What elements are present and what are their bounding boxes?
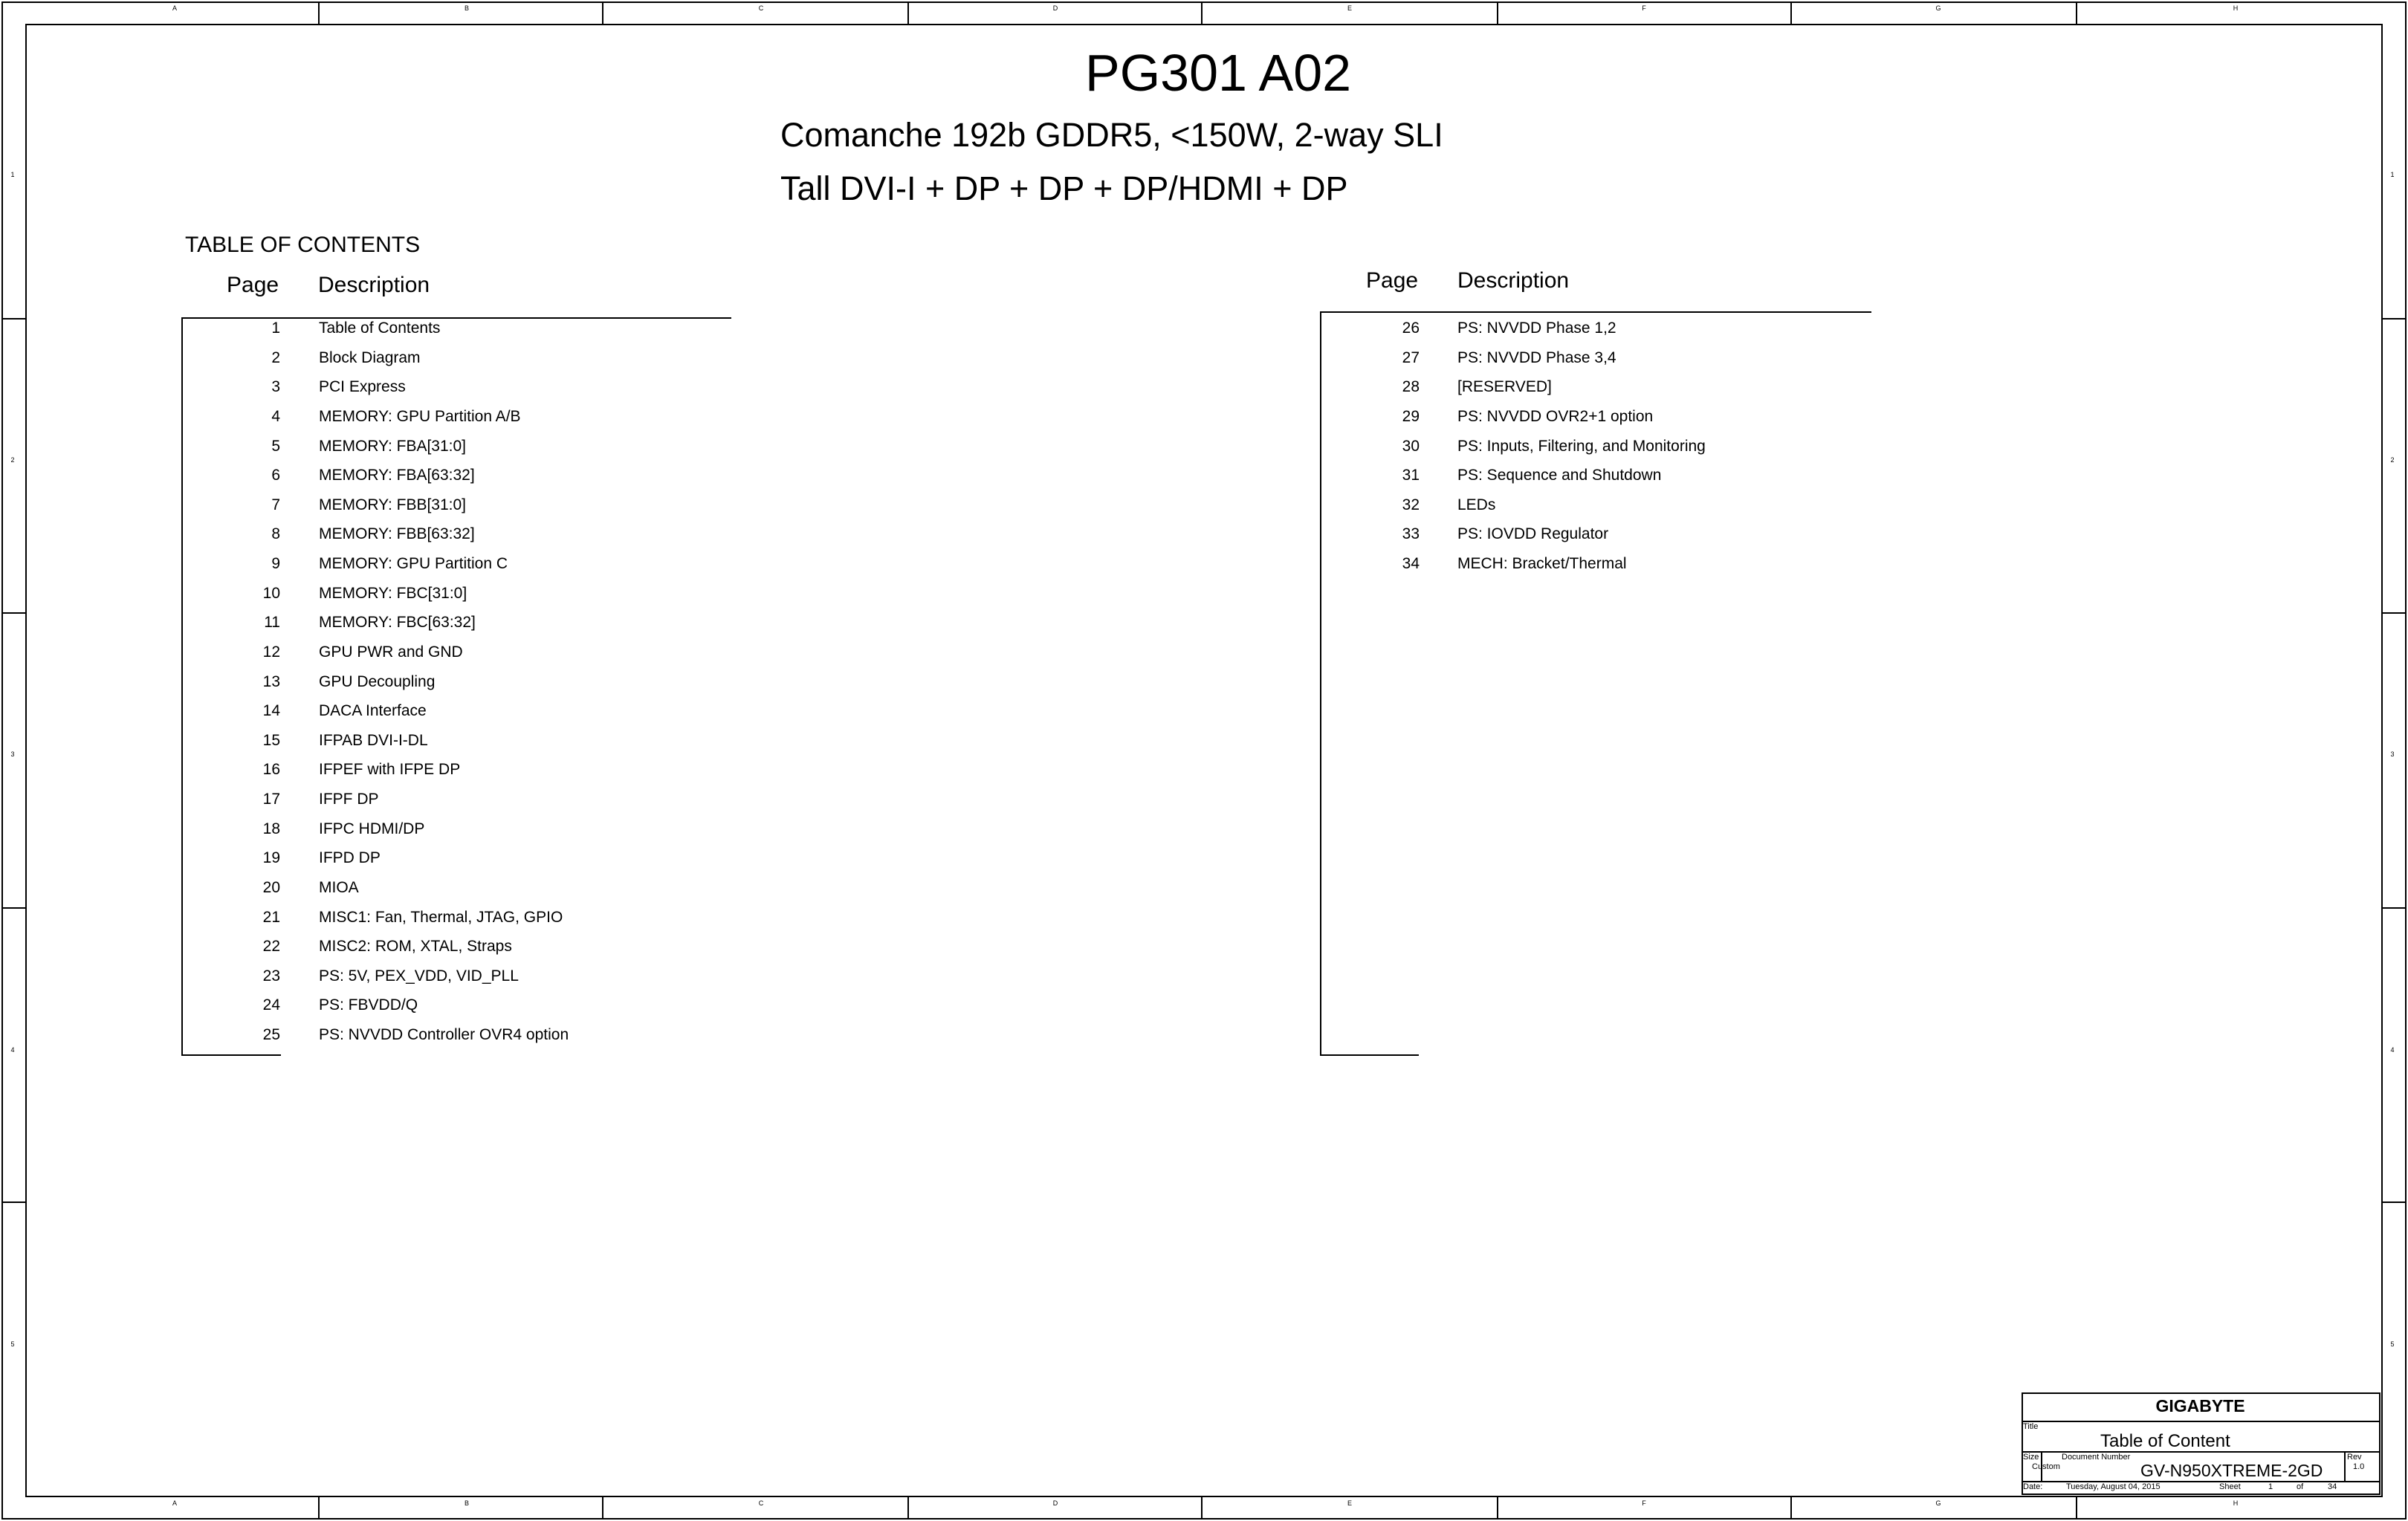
toc-entry-page: 30	[1402, 437, 1420, 455]
toc-entry-description: MECH: Bracket/Thermal	[1457, 555, 1627, 573]
toc-entry-description: IFPEF with IFPE DP	[319, 761, 461, 779]
toc-entry-page: 5	[271, 437, 280, 455]
zone-label-left-2: 2	[10, 456, 15, 464]
zone-label-right-5: 5	[2390, 1340, 2395, 1348]
right-header-rule	[1320, 311, 1871, 313]
toc-entry-page: 15	[262, 731, 280, 749]
toc-entry-description: Block Diagram	[319, 348, 421, 366]
zone-label-top-c: C	[758, 4, 764, 12]
toc-entry-description: GPU PWR and GND	[319, 643, 463, 661]
toc-entry-page: 16	[262, 761, 280, 779]
toc-entry-description: PS: NVVDD Controller OVR4 option	[319, 1026, 569, 1044]
toc-entry-description: MEMORY: FBC[63:32]	[319, 614, 476, 632]
toc-entry-description: PS: 5V, PEX_VDD, VID_PLL	[319, 967, 519, 985]
left-table-edge	[181, 317, 183, 1056]
toc-entry-description: GPU Decoupling	[319, 672, 436, 690]
toc-entry-page: 12	[262, 643, 280, 661]
zone-label-right-3: 3	[2390, 750, 2395, 758]
right-page-header: Page	[1366, 268, 1419, 293]
toc-entry-page: 31	[1402, 467, 1420, 484]
toc-entry	[0, 672, 436, 703]
date-label: Date:	[2023, 1482, 2043, 1491]
toc-entry-page: 29	[1402, 407, 1420, 425]
zone-label-left-5: 5	[10, 1340, 15, 1348]
toc-entry	[0, 702, 427, 732]
toc-entry	[0, 996, 418, 1026]
zone-label-left-3: 3	[10, 750, 15, 758]
toc-entry-page: 4	[271, 407, 280, 425]
size-label: Size	[2023, 1453, 2039, 1462]
sheet-number: 1	[2268, 1482, 2273, 1491]
zone-label-top-h: H	[2233, 4, 2239, 12]
toc-entry-page: 7	[271, 496, 280, 513]
toc-entry-page: 23	[262, 967, 280, 985]
toc-entry	[0, 908, 563, 938]
toc-entry-page: 8	[271, 525, 280, 543]
subtitle-config: Comanche 192b GDDR5, <150W, 2-way SLI	[780, 116, 1443, 154]
toc-entry-page: 2	[271, 348, 280, 366]
toc-entry-description: MISC2: ROM, XTAL, Straps	[319, 938, 512, 956]
toc-entry	[0, 820, 425, 850]
right-table-edge	[1320, 311, 1321, 1056]
size-value: Custom	[2032, 1462, 2060, 1471]
zone-label-top-b: B	[464, 4, 469, 12]
zone-label-top-f: F	[1642, 4, 1646, 12]
zone-label-bottom-g: G	[1935, 1499, 1941, 1507]
toc-entry	[0, 967, 519, 997]
toc-entry-page: 3	[271, 378, 280, 396]
toc-entry-description: MIOA	[319, 878, 359, 896]
toc-entry-description: Table of Contents	[319, 320, 441, 337]
zone-label-bottom-b: B	[464, 1499, 469, 1507]
left-page-header: Page	[227, 273, 279, 297]
of-label: of	[2297, 1482, 2304, 1491]
left-header-rule	[181, 317, 731, 319]
toc-entry-description: DACA Interface	[319, 702, 427, 720]
zone-label-top-g: G	[1935, 4, 1941, 12]
toc-entry-description: MEMORY: FBC[31:0]	[319, 584, 467, 602]
toc-entry-page: 10	[262, 584, 280, 602]
toc-entry-description: MEMORY: GPU Partition C	[319, 555, 508, 573]
zone-label-left-4: 4	[10, 1046, 15, 1054]
toc-entry-description: MEMORY: FBA[63:32]	[319, 467, 475, 484]
toc-entry-description: PS: NVVDD Phase 1,2	[1457, 320, 1616, 337]
toc-entry-page: 26	[1402, 320, 1420, 337]
toc-entry-page: 11	[264, 614, 280, 632]
toc-entry-description: PS: Inputs, Filtering, and Monitoring	[1457, 437, 1706, 455]
toc-entry-page: 9	[271, 555, 280, 573]
left-description-header: Description	[318, 273, 430, 297]
toc-entry-description: MEMORY: FBB[31:0]	[319, 496, 467, 513]
toc-entry	[0, 761, 461, 791]
toc-entry	[0, 878, 359, 909]
toc-entry	[0, 731, 428, 762]
toc-entry-description: PS: Sequence and Shutdown	[1457, 467, 1662, 484]
right-description-header: Description	[1457, 268, 1570, 293]
zone-label-right-2: 2	[2390, 456, 2395, 464]
toc-entry-description: PS: FBVDD/Q	[319, 996, 418, 1014]
toc-entry	[0, 584, 467, 614]
zone-label-bottom-f: F	[1642, 1499, 1646, 1507]
toc-entry	[0, 614, 476, 643]
toc-entry-page: 22	[262, 938, 280, 956]
toc-entry-page: 13	[262, 672, 280, 690]
toc-entry-description: IFPD DP	[319, 849, 381, 867]
subtitle-outputs: Tall DVI-I + DP + DP + DP/HDMI + DP	[780, 169, 1348, 207]
toc-entry-description: PS: NVVDD OVR2+1 option	[1457, 407, 1654, 425]
toc-entry-description: MEMORY: FBB[63:32]	[319, 525, 475, 543]
toc-entry-description: LEDs	[1457, 496, 1496, 513]
zone-label-left-1: 1	[10, 171, 15, 178]
toc-entry-page: 6	[271, 467, 280, 484]
company-name: GIGABYTE	[2155, 1396, 2245, 1415]
zone-label-right-4: 4	[2390, 1046, 2395, 1054]
toc-entry	[0, 791, 379, 820]
toc-entry-page: 19	[262, 849, 280, 867]
toc-entry-description: IFPF DP	[319, 791, 379, 808]
toc-entry-description: IFPAB DVI-I-DL	[319, 731, 428, 749]
toc-entry-description: MEMORY: GPU Partition A/B	[319, 407, 521, 425]
zone-label-bottom-c: C	[758, 1499, 764, 1507]
toc-entry-page: 21	[262, 908, 280, 926]
toc-entry-page: 34	[1402, 555, 1420, 573]
toc-entry-description: PS: NVVDD Phase 3,4	[1457, 348, 1616, 366]
sheet-total: 34	[2328, 1482, 2337, 1491]
zone-label-bottom-e: E	[1347, 1499, 1352, 1507]
toc-entry-description: IFPC HDMI/DP	[319, 820, 425, 837]
zone-label-top-d: D	[1052, 4, 1058, 12]
toc-entry-page: 27	[1402, 348, 1420, 366]
zone-label-bottom-h: H	[2233, 1499, 2239, 1507]
toc-entry-page: 32	[1402, 496, 1420, 513]
toc-entry-page: 24	[262, 996, 280, 1014]
toc-entry	[0, 849, 381, 879]
left-bottom-rule	[181, 1054, 281, 1056]
title-label: Title	[2023, 1422, 2039, 1431]
sheet-label: Sheet	[2219, 1482, 2241, 1491]
rev-value: 1.0	[2353, 1462, 2365, 1471]
rev-label: Rev	[2347, 1453, 2362, 1462]
toc-entry-description: MISC1: Fan, Thermal, JTAG, GPIO	[319, 908, 563, 926]
toc-entry-page: 33	[1402, 525, 1420, 543]
docnum-label: Document Number	[2062, 1453, 2131, 1462]
toc-entry-page: 20	[262, 878, 280, 896]
toc-entry-page: 25	[262, 1026, 280, 1044]
zone-label-top-e: E	[1347, 4, 1352, 12]
zone-label-bottom-d: D	[1052, 1499, 1058, 1507]
date-value: Tuesday, August 04, 2015	[2066, 1482, 2161, 1491]
zone-label-top-a: A	[172, 4, 177, 12]
toc-entry-description: MEMORY: FBA[31:0]	[319, 437, 467, 455]
toc-entry-description: [RESERVED]	[1457, 378, 1552, 396]
zone-label-bottom-a: A	[172, 1499, 177, 1507]
document-number: GV-N950XTREME-2GD	[2140, 1461, 2323, 1480]
toc-entry	[0, 938, 512, 967]
sheet-title: Table of Content	[2100, 1431, 2230, 1451]
toc-entry-page: 17	[262, 791, 280, 808]
document-title: PG301 A02	[1085, 44, 1352, 102]
toc-entry-description: PCI Express	[319, 378, 406, 396]
toc-entry-description: PS: IOVDD Regulator	[1457, 525, 1609, 543]
toc-entry-page: 18	[262, 820, 280, 837]
right-bottom-rule	[1320, 1054, 1419, 1056]
toc-entry	[0, 643, 463, 673]
toc-entry	[0, 1026, 569, 1056]
toc-heading: TABLE OF CONTENTS	[185, 233, 421, 257]
zone-label-right-1: 1	[2390, 171, 2395, 178]
toc-entry-page: 1	[271, 320, 280, 337]
toc-entry-page: 14	[262, 702, 280, 720]
toc-entry-page: 28	[1402, 378, 1420, 396]
